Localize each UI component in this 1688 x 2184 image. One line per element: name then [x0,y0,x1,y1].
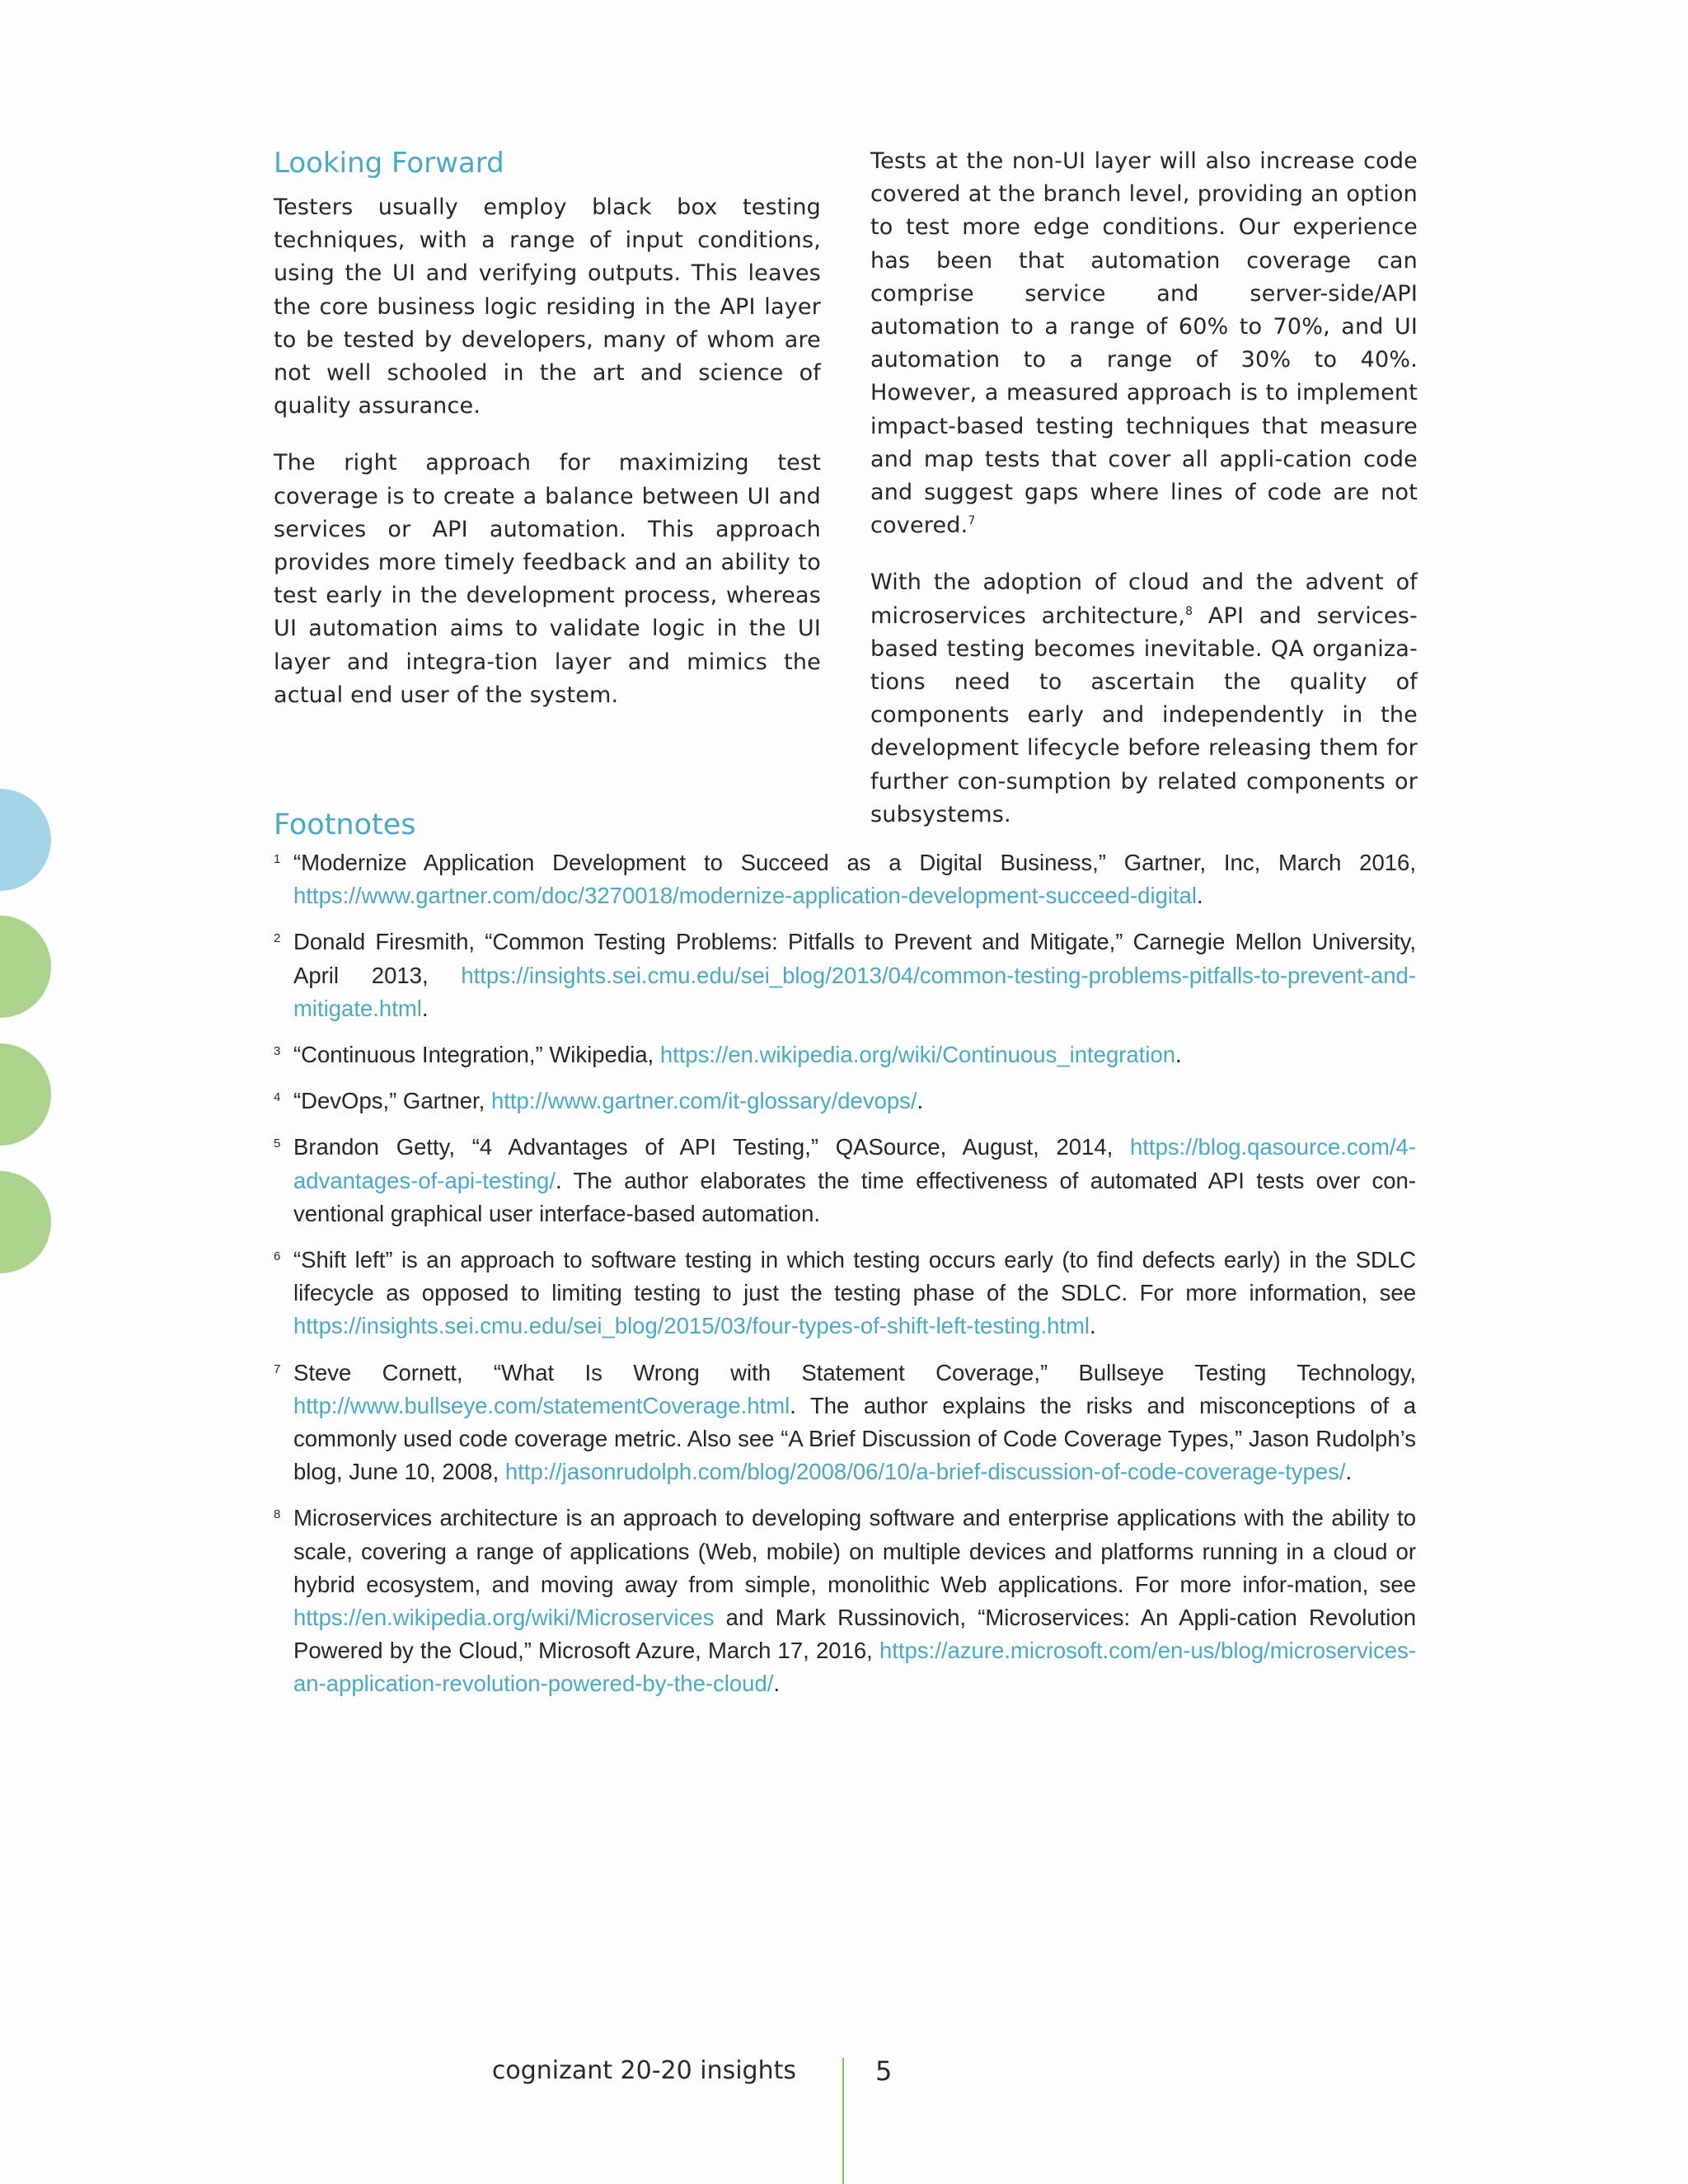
decorative-dot-green [0,916,51,1018]
footnote-text: Brandon Getty, “4 Advantages of API Testing,” QASource, August, 2014, [293,1134,1130,1160]
paragraph-text: API and services-based testing becomes inevitable. QA organiza-tions need to ascertain the quality of components early and independently in the development lifecycle before releasing them for further con-sumption by related components or subsystems. [870,602,1418,827]
footnote-text: . [1345,1459,1353,1485]
footnote-item [274,1502,1416,1700]
footnote-link[interactable]: https://blog.qasource.com/4-advantages-of-api-testing/ [293,1134,1416,1193]
footnote-item [274,846,1416,912]
paragraph-text: With the adoption of cloud and the advent of microservices architecture, [870,569,1418,629]
body-paragraph: The right approach for maximizing test coverage is to create a balance between UI and services or API automation. This approach provides more timely feedback and an ability to test early in the development process, whereas UI automation aims to validate logic in the UI layer and integra-tion layer and mimics the actual end user of the system. [274,450,821,708]
footer-divider [842,2058,844,2184]
footnote-link[interactable]: https://en.wikipedia.org/wiki/Continuous_integration [659,1042,1176,1068]
section-heading-footnotes: Footnotes [274,808,416,841]
footnote-link[interactable]: https://insights.sei.cmu.edu/sei_blog/2015/03/four-types-of-shift-left-testing.html [293,1313,1090,1339]
footnote-link[interactable]: http://jasonrudolph.com/blog/2008/06/10/a-brief-discussion-of-code-coverage-types/ [504,1459,1346,1485]
footnote-item [274,1038,1416,1071]
footer-brand: cognizant 20-20 insights [491,2056,796,2085]
paragraph-text: Tests at the non-UI layer will also increase code covered at the branch level, providing an option to test more edge conditions. Our experience has been that automation coverage can comprise service and server-side/API automation to a range of 60% to 70%, and UI automation to a range of 30% to 40%. However, a measured approach is to implement impact-based testing techniques that measure and map tests that cover all appli-cation code and suggest gaps where lines of code are not covered. [870,148,1418,539]
footnote-text: . [1197,883,1203,909]
body-paragraph: Testers usually employ black box testing techniques, with a range of input conditions, using the UI and verifying outputs. This leaves the core business logic residing in the API layer to be tested by developers, many of whom are not well schooled in the art and science of quality assurance. [274,194,821,419]
footnote-text: “Modernize Application Development to Succeed as a Digital Business,” Gartner, Inc, March 2016, [293,850,1416,875]
left-column [274,142,821,712]
footnote-text: . [917,1088,924,1114]
section-heading-looking-forward: Looking Forward [274,147,504,180]
footnote-number: 8 [274,1507,281,1522]
footnote-number: 3 [274,1044,281,1059]
footnote-text: . The author explains the risks and misconceptions of a commonly used code coverage metric. Also see “A Brief Discussion of Code Coverage Types,” Jason Rudolph’s blog, June 10, 2008, [293,1392,1416,1485]
footnote-item [274,1085,1416,1118]
footnote-text: . The author elaborates the time effectiveness of automated API tests over con-ventional graphical user interface-based automation. [293,1167,1416,1226]
footnote-text: . [773,1671,781,1697]
footnote-link[interactable]: https://insights.sei.cmu.edu/sei_blog/2013/04/common-testing-problems-pitfalls-to-prevent-and-mitigate.html [293,962,1416,1021]
footnote-text: . [1090,1313,1096,1339]
footnote-number: 7 [274,1361,281,1376]
decorative-dot-blue [0,789,51,891]
footnote-link[interactable]: http://www.gartner.com/it-glossary/devops/ [490,1088,917,1114]
footnote-item [274,926,1416,1025]
body-paragraph [870,566,1418,832]
footnote-number: 2 [274,931,281,946]
footnote-number: 1 [274,852,281,866]
decorative-dot-green [0,1171,51,1273]
page-number: 5 [875,2055,893,2087]
footnote-text: Steve Cornett, “What Is Wrong with Statement Coverage,” Bullseye Testing Technology, [293,1359,1416,1385]
footnote-text: “Continuous Integration,” Wikipedia, [293,1042,660,1068]
footnote-link[interactable]: https://www.gartner.com/doc/3270018/modernize-application-development-succeed-digital [293,883,1198,909]
footnote-text: “Shift left” is an approach to software testing in which testing occurs early (to find defects early) in the SDLC lifecycle as opposed to limiting testing to just the testing phase of the SDLC. For more information, see [293,1247,1416,1306]
right-column [870,142,1418,832]
footnote-link[interactable]: https://azure.microsoft.com/en-us/blog/microservices-an-application-revolution-powered-by-the-cloud/ [293,1638,1416,1697]
footnote-list [274,846,1416,1701]
footnote-item [274,1357,1416,1489]
footnote-item [274,1244,1416,1343]
footnote-item [274,1131,1416,1230]
footnote-text: . [1175,1042,1182,1068]
decorative-dot-green [0,1043,51,1146]
footnote-text: Microservices architecture is an approach to developing software and enterprise applications with the ability to scale, covering a range of applications (Web, mobile) on multiple devices and platforms running in a cloud or hybrid ecosystem, and moving away from simple, monolithic Web applications. For more infor-mation, see [293,1505,1416,1597]
footnote-number: 4 [274,1090,281,1105]
footnote-text: and Mark Russinovich, “Microservices: An Appli-cation Revolution Powered by the Cloud,” Microsoft Azure, March 17, 2016, [293,1605,1416,1664]
footnotes-section [274,804,1416,1701]
footnote-text: “DevOps,” Gartner, [293,1088,491,1114]
footnote-text: . [421,995,429,1021]
footnote-ref-8[interactable]: 8 [1185,604,1193,618]
footnote-link[interactable]: http://www.bullseye.com/statementCoverage.html [293,1392,790,1418]
footnote-number: 5 [274,1137,281,1151]
footnote-text: Donald Firesmith, “Common Testing Problems: Pitfalls to Prevent and Mitigate,” Carnegie Mellon University, April 2013, [293,929,1416,988]
footnote-link[interactable]: https://en.wikipedia.org/wiki/Microservices [293,1605,715,1631]
footnote-number: 6 [274,1249,281,1264]
body-paragraph [870,145,1418,542]
footnote-ref-7[interactable]: 7 [968,514,976,528]
